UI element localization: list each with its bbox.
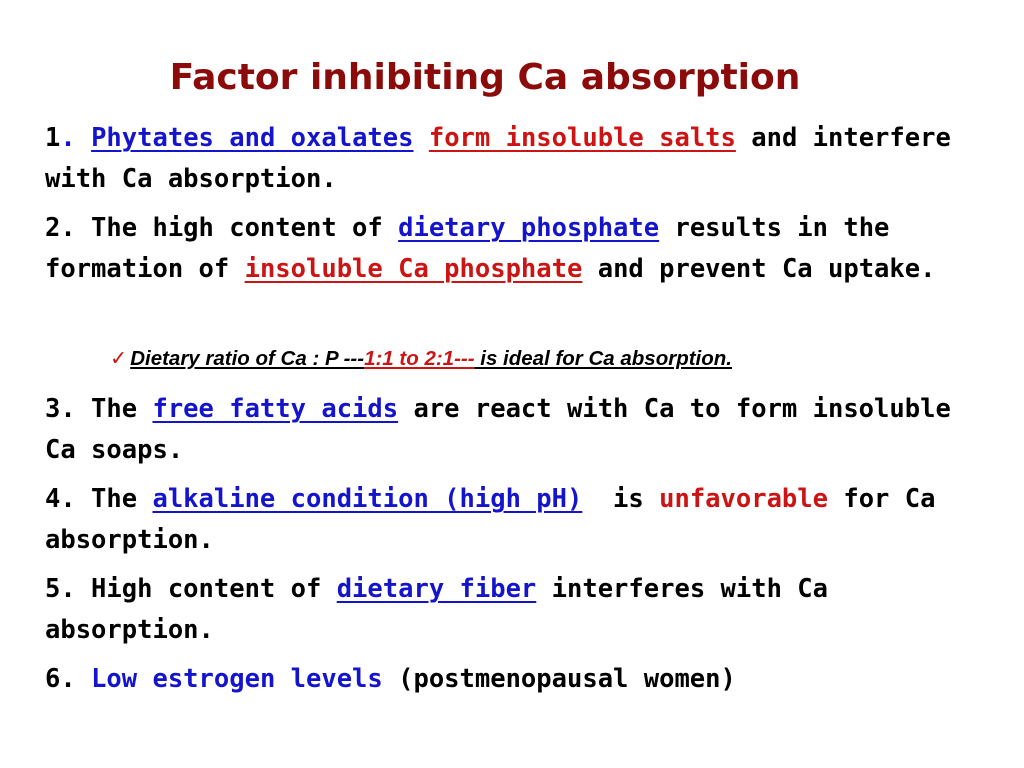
ratio-sub-bullet xyxy=(110,345,990,373)
item-number-dot: . xyxy=(60,123,76,153)
item-text: 6. xyxy=(45,664,92,694)
item-text: and interfere with Ca absorption. xyxy=(45,123,951,194)
ratio-value: 1:1 to 2:1--- xyxy=(364,347,475,370)
item-text: are react with Ca to form insoluble Ca soaps. xyxy=(45,394,951,465)
item-text: 3. The xyxy=(45,394,153,424)
dietary-fiber-term: dietary fiber xyxy=(336,574,537,604)
item-text: 2. The high content of xyxy=(45,213,399,243)
ratio-text-pre: Dietary ratio of Ca : P --- xyxy=(130,347,365,370)
item-number: 1 xyxy=(45,123,61,153)
factor-item-1 xyxy=(45,118,990,200)
slide-title: Factor inhibiting Ca absorption xyxy=(169,57,801,98)
factor-item-5 xyxy=(45,569,990,651)
dietary-phosphate-term: dietary phosphate xyxy=(398,213,660,243)
factor-item-6 xyxy=(45,659,990,700)
item-text: 5. High content of xyxy=(45,574,337,604)
factor-item-2 xyxy=(45,208,990,290)
insoluble-ca-phosphate-term: insoluble Ca phosphate xyxy=(244,254,583,284)
item-text: (postmenopausal women) xyxy=(382,664,736,694)
alkaline-condition-term: alkaline condition (high pH) xyxy=(152,484,583,514)
factor-item-3 xyxy=(45,389,990,471)
item-text: is xyxy=(582,484,660,514)
insoluble-salts-term: form insoluble salts xyxy=(428,123,736,153)
free-fatty-acids-term: free fatty acids xyxy=(152,394,399,424)
item-text: interferes with Ca absorption. xyxy=(45,574,828,645)
phytates-oxalates-term: Phytates and oxalates xyxy=(91,123,414,153)
checkmark-icon: ✓ xyxy=(110,347,128,370)
item-text: results in the formation of xyxy=(45,213,890,284)
item-text: 4. The xyxy=(45,484,153,514)
item-text: and prevent Ca uptake. xyxy=(582,254,936,284)
factor-item-4 xyxy=(45,479,990,561)
unfavorable-term: unfavorable xyxy=(659,484,828,514)
ratio-text-post: is ideal for Ca absorption. xyxy=(474,347,732,370)
item-text: for Ca absorption. xyxy=(45,484,936,555)
low-estrogen-term: Low estrogen levels xyxy=(91,664,383,694)
